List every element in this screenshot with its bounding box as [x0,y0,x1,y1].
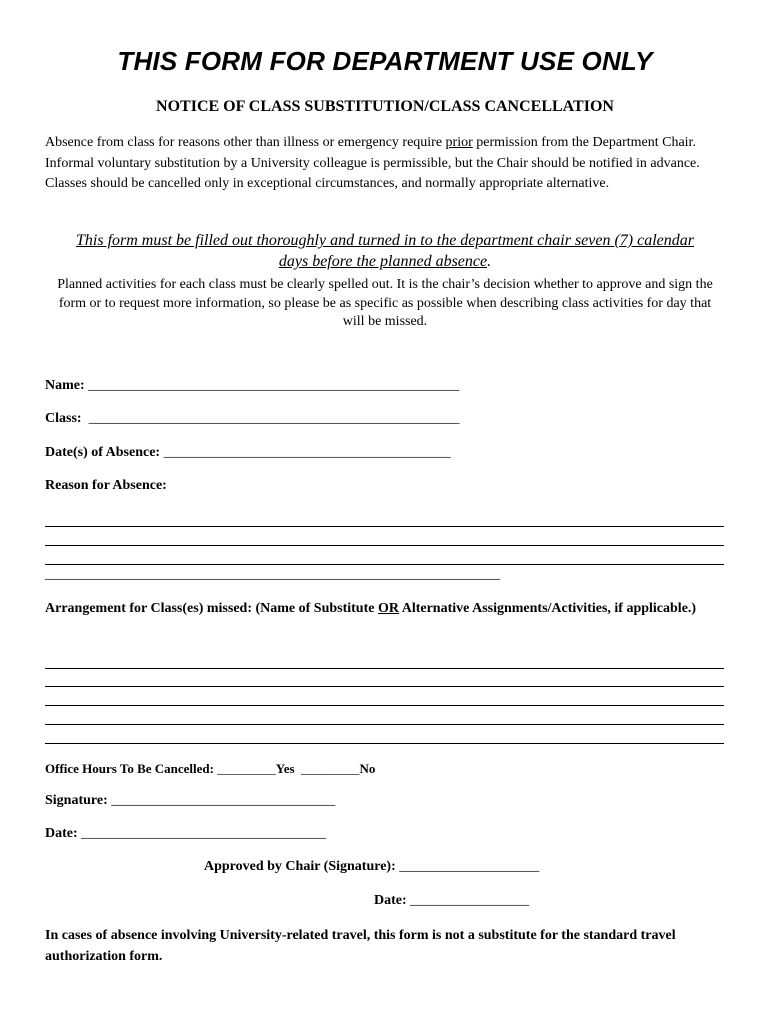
arrangement-text-2: Alternative Assignments/Activities, if applicable.) [398,601,697,616]
office-hours-no: No [359,761,376,776]
arrangement-line[interactable] [45,705,724,706]
chair-approval-date-label: Date: [374,893,407,908]
arrangement-line[interactable] [45,686,724,687]
intro-text-2: permission from the Department Chair. Informal voluntary substitution by a University colleague is permissible, but the Chair should be notified in advance. Classes should be cancelled only in exceptional circumstances, and normally appropriate alternative. [45,135,700,191]
office-hours-no-blank[interactable]: _________ [301,761,360,776]
deadline-text: This form must be filled out thoroughly and turned in to the department chair seven (7) calendar days before the planned absence [76,232,694,270]
arrangement-or: OR [377,601,399,616]
name-blank[interactable]: _____________________________________________________ [88,378,460,393]
absence-dates-blank[interactable]: _________________________________________ [163,445,451,460]
reason-line[interactable] [45,545,724,546]
date-label: Date: [45,826,78,841]
intro-paragraph [45,133,735,195]
absence-dates-field[interactable] [45,445,451,461]
chair-approval-field[interactable] [204,859,539,875]
office-hours-yes: Yes [275,761,295,776]
form-title: THIS FORM FOR DEPARTMENT USE ONLY [117,46,653,76]
reason-line-last[interactable]: _________________________________________________________________ [45,567,500,582]
chair-approval-label: Approved by Chair (Signature): [204,859,396,874]
signature-field[interactable] [45,793,335,809]
arrangement-line[interactable] [45,724,724,725]
office-hours-yes-blank[interactable]: _________ [217,761,276,776]
intro-prior: prior [445,135,473,150]
arrangement-text-1: Arrangement for Class(es) missed: (Name of Substitute [45,601,378,616]
office-hours-label: Office Hours To Be Cancelled: [45,761,214,776]
signature-blank[interactable]: ________________________________ [111,793,336,808]
arrangement-line[interactable] [45,668,724,669]
arrangement-line[interactable] [45,743,724,744]
reason-line[interactable] [45,526,724,527]
deadline-notice [60,230,710,272]
date-blank[interactable]: ___________________________________ [81,826,327,841]
absence-dates-label: Date(s) of Absence: [45,445,161,460]
planned-activities-note: Planned activities for each class must be clearly spelled out. It is the chair’s decision whether to approve and sign the form or to request more information, so please be as specific as possible when describing class activities for day that will be missed. [57,277,713,329]
class-blank[interactable]: _____________________________________________________ [81,411,460,426]
reason-label: Reason for Absence: [45,478,167,493]
chair-approval-date-blank[interactable]: _________________ [410,893,530,908]
arrangement-label [45,598,735,619]
chair-approval-blank[interactable]: ____________________ [399,859,540,874]
office-hours-field [45,761,375,777]
travel-disclaimer: In cases of absence involving University-related travel, this form is not a substitute for the standard travel authorization form. [45,928,676,964]
intro-text-1: Absence from class for reasons other than illness or emergency require [45,135,446,150]
class-label: Class: [45,411,82,426]
date-field[interactable] [45,826,326,842]
chair-approval-date-field[interactable] [374,893,529,909]
signature-label: Signature: [45,793,108,808]
name-field[interactable] [45,378,459,394]
class-field[interactable] [45,411,460,427]
reason-line[interactable] [45,564,724,565]
form-subtitle: NOTICE OF CLASS SUBSTITUTION/CLASS CANCELLATION [156,98,614,115]
deadline-period: . [487,253,492,270]
name-label: Name: [45,378,85,393]
